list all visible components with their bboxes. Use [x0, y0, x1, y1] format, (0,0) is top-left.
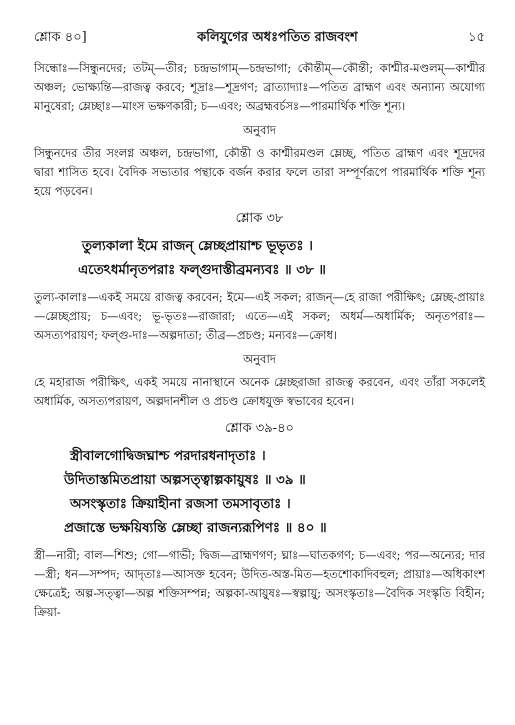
verse-38-line-1: তুল্যকালা ইমে রাজন্ ম্লেচ্ছপ্রায়াশ্চ ভূভৃতঃ ।: [82, 238, 313, 254]
verse-39-40-title: শ্লোক ৩৯-৪০: [225, 421, 294, 436]
verse-38-line-2: এতেঽধর্মানৃতপরাঃ ফল্গুদাস্তীব্রমন্যবঃ ॥ ৩৮ ॥: [78, 262, 326, 278]
translation-heading-37: অনুবাদ: [243, 123, 276, 137]
verse-39-line-2: উদিতাস্তমিতপ্রায়া অল্পসত্ত্বাল্পকায়ুষঃ ॥ ৩৯ ॥: [64, 472, 306, 488]
translation-heading-38: অনুবাদ: [243, 352, 276, 366]
verse-38-title: শ্লোক ৩৮: [235, 211, 284, 226]
word-meanings-37: সিন্ধোঃ—সিন্ধুনদের; তটম্—তীর; চন্দ্রভাগাম্—চন্দ্রভাগা; কৌন্তীম্—কৌন্তী; কাশ্মীর-মণ্ডলম্—কাশ্মীর অঞ্চল; ভোক্ষ্যন্তি—রাজত্ব করবে; শূদ্রাঃ—শূদ্রগণ; ব্রাত্যাদ্যাঃ—পতিত ব্রাহ্মণ এবং অন্যান্য অযোগ্য মানুষেরা; ম্লেচ্ছাঃ—মাংস ভক্ষণকারী; চ—এবং; অব্রহ্মবর্চসঃ—পারমার্থিক শক্তি শূন্য।: [34, 61, 485, 113]
word-meanings-38: তুল্য-কালাঃ—একই সময়ে রাজত্ব করবেন; ইমে—এই সকল; রাজন্—হে রাজা পরীক্ষিৎ; ম্লেচ্ছ-প্রায়াঃ—ম্লেচ্ছপ্রায়; চ—এবং; ভূ-ভৃতঃ—রাজারা; এতে—এই সকল; অধর্ম—অধার্মিক; অনৃতপরাঃ—অসত্যপরায়ণ; ফল্গু-দাঃ—অল্পদাতা; তীব্র—প্রচণ্ড; মন্যবঃ—ক্রোধ।: [34, 290, 485, 342]
word-meanings-39-40: স্ত্রী—নারী; বাল—শিশু; গো—গাভী; দ্বিজ—ব্রাহ্মণগণ; ঘ্নাঃ—ঘাতকগণ; চ—এবং; পর—অন্যের; দার—স্ত্রী; ধন—সম্পদ; আদৃতাঃ—আসক্ত হবেন; উদিত-অস্ত-মিত—হতশোকাদিবহুল; প্রায়াঃ—অধিকাংশ ক্ষেত্রেই; অল্প-সত্ত্বা—অল্প শক্তিসম্পন্ন; অল্পকা-আয়ুষঃ—স্বল্পায়ু; অসংস্কৃতাঃ—বৈদিক সংস্কৃতি বিহীন; ক্রিয়া-: [34, 548, 485, 619]
page-number: ১৫: [468, 30, 485, 45]
translation-38: হে মহারাজ পরীক্ষিৎ, একই সময়ে নানাস্থানে অনেক ম্লেচ্ছরাজা রাজত্ব করবেন, এবং তাঁরা সকলেই অধার্মিক, অসত্যপরায়ণ, অল্পদানশীল ও প্রচণ্ড ক্রোধযুক্ত স্বভাবের হবেন।: [34, 375, 485, 408]
verse-40-line-1: অসংস্কৃতাঃ ক্রিয়াহীনা রজসা তমসাবৃতাঃ ।: [70, 496, 291, 512]
header-verse-ref: শ্লোক ৪০]: [34, 30, 87, 45]
verse-40-line-2: প্রজাস্তে ভক্ষয়িষ্যন্তি ম্লেচ্ছা রাজন্যরূপিণঃ ॥ ৪০ ॥: [64, 520, 327, 536]
translation-37: সিন্ধুনদের তীর সংলগ্ন অঞ্চল, চন্দ্রভাগা, কৌন্তী ও কাশ্মীরমণ্ডল ম্লেচ্ছ, পতিত ব্রাহ্মণ এবং শূদ্রদের দ্বারা শাসিত হবে। বৈদিক সভ্যতার পন্থাকে বর্জন করার ফলে তারা সম্পূর্ণরূপে পারমার্থিক শক্তি শূন্য হয়ে পড়বেন।: [34, 146, 485, 198]
header-chapter-title: কলিযুগের অধঃপতিত রাজবংশ: [197, 30, 358, 45]
running-header: [34, 28, 485, 49]
verse-39-line-1: স্ত্রীবালগোদ্বিজঘ্নাশ্চ পরদারধনাদৃতাঃ ।: [70, 448, 266, 464]
